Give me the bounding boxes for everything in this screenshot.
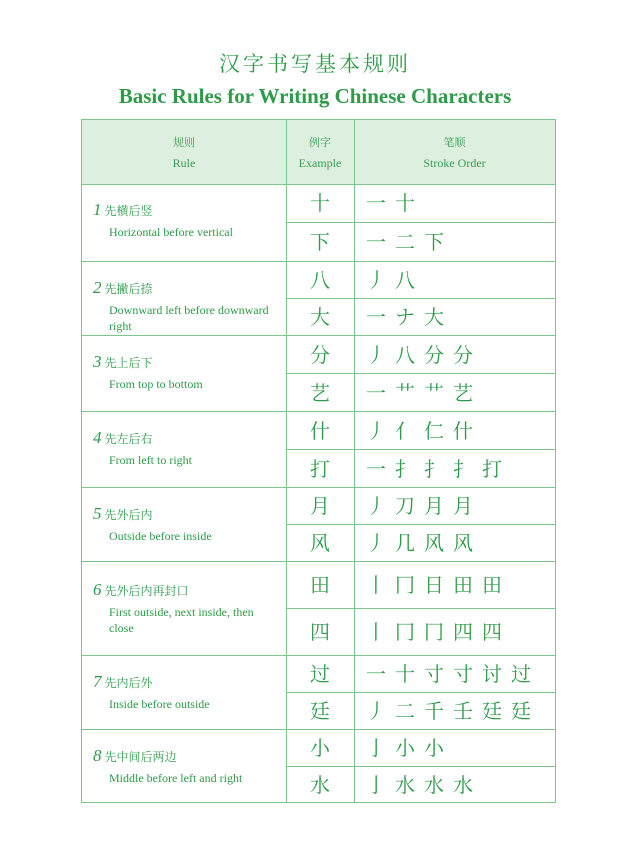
rule-chinese: 先外后内再封口	[104, 584, 189, 598]
header-stroke-en: Stroke Order	[423, 156, 486, 170]
rule-heading	[93, 504, 153, 524]
rule-number: 7	[93, 672, 102, 691]
header-example-cn: 例字	[309, 136, 331, 149]
rule-group	[82, 562, 286, 656]
table-row	[286, 730, 555, 767]
stroke-order-sequence: 一艹艹艺	[366, 381, 482, 405]
rule-number: 2	[93, 278, 102, 297]
stroke-order-sequence: 丿八	[366, 268, 424, 292]
table-row	[286, 262, 555, 299]
title-chinese: 汉字书写基本规则	[219, 52, 411, 76]
stroke-order-sequence: 一扌扌扌打	[366, 457, 511, 481]
table-row	[286, 223, 555, 262]
rule-chinese: 先内后外	[104, 676, 153, 690]
header-rule	[82, 120, 286, 184]
stroke-order-sequence: 丿亻仁什	[366, 419, 482, 443]
example-character: 艺	[310, 381, 330, 405]
stroke-order-sequence: 一二下	[366, 230, 453, 254]
rule-heading	[93, 672, 153, 692]
example-character: 四	[310, 620, 330, 644]
table-header	[82, 120, 555, 185]
header-stroke-order	[354, 120, 555, 184]
stroke-order-sequence: 丨冂日田田	[366, 573, 511, 597]
rule-chinese: 先横后竖	[104, 204, 153, 218]
table-row	[286, 450, 555, 488]
rule-number: 6	[93, 580, 102, 599]
table-row	[286, 374, 555, 412]
rule-group	[82, 184, 286, 262]
rule-chinese: 先撇后捺	[104, 282, 153, 296]
rule-number: 5	[93, 504, 102, 523]
header-rule-en: Rule	[172, 156, 196, 170]
header-stroke-cn: 笔顺	[443, 136, 466, 149]
example-character: 水	[310, 773, 330, 797]
table-row	[286, 525, 555, 562]
example-character: 过	[310, 662, 330, 686]
example-character: 大	[310, 305, 330, 329]
example-character: 月	[310, 494, 330, 518]
rule-chinese: 先中间后两边	[104, 750, 177, 764]
stroke-order-sequence: 一十寸寸讨过	[366, 662, 540, 686]
rule-group	[82, 656, 286, 730]
stroke-order-sequence: 一十	[366, 191, 424, 215]
rule-group	[82, 412, 286, 488]
table-row	[286, 656, 555, 693]
rule-group	[82, 336, 286, 412]
rule-number: 8	[93, 746, 102, 765]
example-character: 十	[310, 191, 330, 215]
table-row	[286, 562, 555, 609]
header-example	[286, 120, 354, 184]
table-row	[286, 693, 555, 730]
stroke-order-sequence: 丿二千壬廷廷	[366, 699, 540, 723]
example-character: 廷	[310, 699, 330, 723]
table-row	[286, 488, 555, 525]
stroke-order-sequence: 一ナ大	[366, 305, 453, 329]
rule-number: 4	[93, 428, 102, 447]
example-character: 小	[310, 736, 330, 760]
stroke-order-sequence: 丿几风风	[366, 531, 482, 555]
rule-english: Downward left before downward right	[109, 303, 269, 333]
example-character: 分	[310, 343, 330, 367]
rule-english: From left to right	[109, 453, 192, 467]
example-character: 风	[310, 531, 330, 555]
stroke-order-sequence: 丿刀月月	[366, 494, 482, 518]
rule-heading	[93, 200, 153, 220]
table-row	[286, 412, 555, 450]
rule-english: First outside, next inside, then close	[109, 605, 254, 635]
rule-group	[82, 262, 286, 336]
rule-group	[82, 488, 286, 562]
table-row	[286, 299, 555, 336]
rule-english: From top to bottom	[109, 377, 203, 391]
table-row	[286, 184, 555, 223]
table-row	[286, 767, 555, 804]
rule-number: 3	[93, 352, 102, 371]
rule-chinese: 先上后下	[104, 356, 153, 370]
stroke-order-sequence: 丨冂冂四四	[366, 620, 511, 644]
example-character: 田	[310, 573, 330, 597]
header-example-en: Example	[298, 156, 342, 170]
header-rule-cn: 规则	[173, 136, 195, 149]
stroke-order-sequence: 亅小小	[366, 736, 453, 760]
rule-heading	[93, 278, 153, 298]
rules-table	[81, 119, 556, 803]
rule-heading	[93, 352, 153, 372]
example-character: 什	[310, 419, 330, 443]
stroke-order-sequence: 亅水水水	[366, 773, 482, 797]
rule-group	[82, 730, 286, 803]
rule-heading	[93, 428, 153, 448]
stroke-order-sequence: 丿八分分	[366, 343, 482, 367]
table-row	[286, 609, 555, 656]
rule-english: Middle before left and right	[109, 771, 243, 785]
title-english: Basic Rules for Writing Chinese Characters	[118, 84, 512, 108]
example-character: 八	[310, 268, 330, 292]
rule-english: Inside before outside	[109, 697, 210, 711]
table-row	[286, 336, 555, 374]
rule-english: Horizontal before vertical	[109, 225, 233, 239]
rule-heading	[93, 580, 189, 600]
example-character: 打	[310, 457, 330, 481]
example-character: 下	[310, 230, 330, 254]
rule-heading	[93, 746, 177, 766]
rule-english: Outside before inside	[109, 529, 212, 543]
rule-number: 1	[93, 200, 102, 219]
rule-chinese: 先外后内	[104, 508, 153, 522]
rule-chinese: 先左后右	[104, 432, 153, 446]
